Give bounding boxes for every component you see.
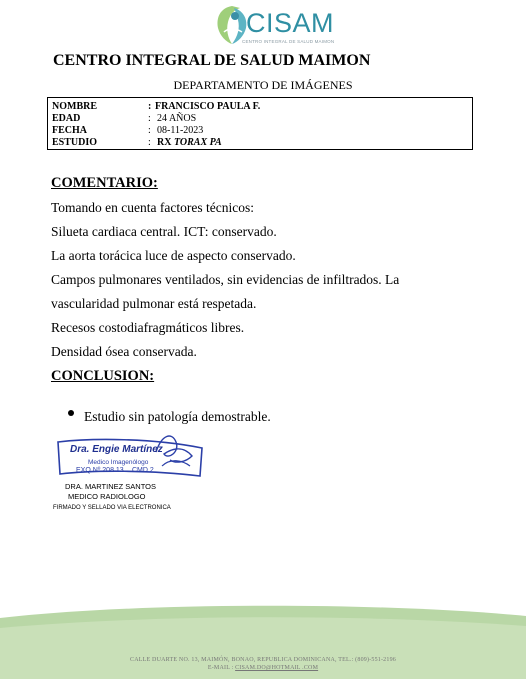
comentario-line: Silueta cardiaca central. ICT: conservado. xyxy=(51,224,277,239)
cisam-logo xyxy=(212,2,335,46)
info-value: 08-11-2023 xyxy=(157,125,204,136)
comentario-line: Densidad ósea conservada. xyxy=(51,344,197,359)
info-label: NOMBRE xyxy=(52,101,97,112)
info-value xyxy=(157,137,222,149)
doctor-title: MEDICO RADIOLOGO xyxy=(68,492,146,501)
info-value: FRANCISCO PAULA F. xyxy=(155,101,261,112)
study-prefix: RX xyxy=(157,137,172,148)
study-name: TORAX PA xyxy=(173,137,222,148)
info-colon: : xyxy=(148,137,151,148)
comentario-heading: COMENTARIO: xyxy=(51,175,158,191)
info-colon: : xyxy=(148,125,151,136)
signed-note: FIRMADO Y SELLADO VIA ELECTRONICA xyxy=(53,505,171,511)
department: DEPARTAMENTO DE IMÁGENES xyxy=(173,78,353,92)
doctor-name: DRA. MARTINEZ SANTOS xyxy=(65,482,156,491)
patient-info-box xyxy=(47,97,473,150)
bullet-icon xyxy=(68,410,74,416)
logo-name: CISAM xyxy=(246,8,335,38)
footer-email-label: E-MAIL : xyxy=(207,665,234,671)
comentario-line: Campos pulmonares ventilados, sin evidencias de infiltrados. La xyxy=(51,272,400,287)
comentario-line: vascularidad pulmonar está respetada. xyxy=(51,296,257,311)
info-colon: : xyxy=(148,113,151,124)
info-value: 24 AÑOS xyxy=(157,113,197,124)
stamp-role: Medico Imagenólogo xyxy=(88,459,149,466)
info-label: EDAD xyxy=(52,113,81,124)
conclusion-heading: CONCLUSION: xyxy=(51,368,155,384)
info-label: FECHA xyxy=(52,125,87,136)
info-label: ESTUDIO xyxy=(52,137,98,148)
conclusion-item: Estudio sin patología demostrable. xyxy=(84,409,271,424)
comentario-line: La aorta torácica luce de aspecto conservado. xyxy=(51,248,296,263)
stamp-cmd: CMD 2 xyxy=(132,467,154,474)
info-colon: : xyxy=(148,101,152,112)
stamp-frame-icon xyxy=(52,430,212,482)
comentario-line: Tomando en cuenta factores técnicos: xyxy=(51,200,254,215)
stamp-exq: EXQ Nº 208 13 xyxy=(76,467,124,474)
page-title: CENTRO INTEGRAL DE SALUD MAIMON xyxy=(53,52,371,69)
footer-email-link[interactable]: CISAM.DO@HOTMAIL .COM xyxy=(235,665,319,671)
comentario-line: Recesos costodiafragmáticos libres. xyxy=(51,320,245,335)
logo-tagline: CENTRO INTEGRAL DE SALUD MAIMON xyxy=(242,39,335,44)
footer-address: CALLE DUARTE NO. 13, MAIMÓN, BONAO, REPUBLICA DOMINICANA, TEL.: (809)-551-2196 xyxy=(130,657,396,663)
footer-email xyxy=(0,665,526,671)
stamp-name: Dra. Engie Martínez xyxy=(70,444,163,455)
